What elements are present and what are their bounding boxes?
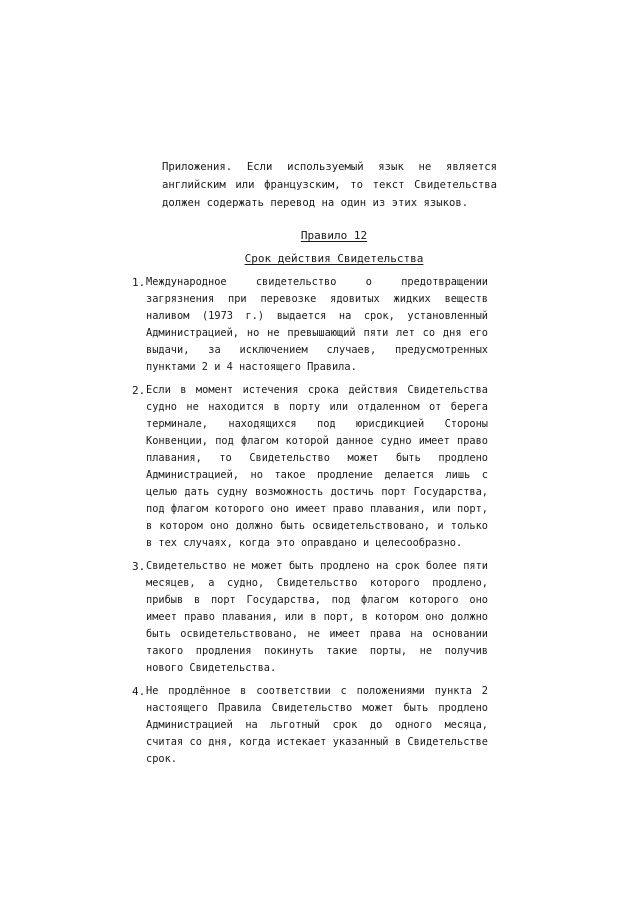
rule-subtitle-text: Срок действия Свидетельства [244, 252, 424, 265]
item-number: 1. [132, 276, 146, 289]
item-text: Международное свидетельство о предотвращении загрязнения при перевозке ядовитых жидких веществ наливом (1973 г.) выдается на срок, установленный Администрацией, но не превышающий пяти лет со дня его выдачи, за исключением случаев, предусмотренных пунктами 2 и 4 настоящего Правила. [146, 276, 488, 373]
item-number: 3. [132, 560, 146, 573]
rule-subtitle [14, 252, 640, 266]
intro-paragraph: Приложения. Если используемый язык не является английским или французским, то текст Свидетельства должен содержать перевод на один из этих языков. [162, 161, 497, 209]
item-number: 4. [132, 685, 146, 698]
list-item [132, 382, 488, 552]
list-item [132, 558, 488, 677]
rule-title [14, 229, 640, 243]
list-item [132, 274, 488, 376]
item-text: Свидетельство не может быть продлено на срок более пяти месяцев, а судно, Свидетельство которого продлено, прибыв в порт Государства, под флагом которого оно имеет право плавания, или в порт, в котором оно должно быть освидетельствовано, не имеет права на основании такого продления покинуть такие порты, не получив нового Свидетельства. [146, 560, 488, 674]
rule-items-list [132, 274, 488, 774]
item-text: Если в момент истечения срока действия Свидетельства судно не находится в порту или отдаленном от берега терминале, находящихся под юрисдикцией Стороны Конвенции, под флагом которой данное судно имеет право плавания, то Свидетельство может быть продлено Администрацией, но такое продление делается лишь с целью дать судну возможность достичь порт Государства, под флагом которого оно имеет право плавания, или порт, в котором оно должно быть освидетельствовано, и только в тех случаях, когда это оправдано и целесообразно. [146, 384, 488, 549]
item-number: 2. [132, 384, 146, 397]
item-text: Не продлённое в соответствии с положениями пункта 2 настоящего Правила Свидетельство может быть продлено Администрацией на льготный срок до одного месяца, считая со дня, когда истекает указанный в Свидетельстве срок. [146, 685, 488, 765]
list-item [132, 683, 488, 768]
rule-title-text: Правило 12 [300, 229, 368, 242]
